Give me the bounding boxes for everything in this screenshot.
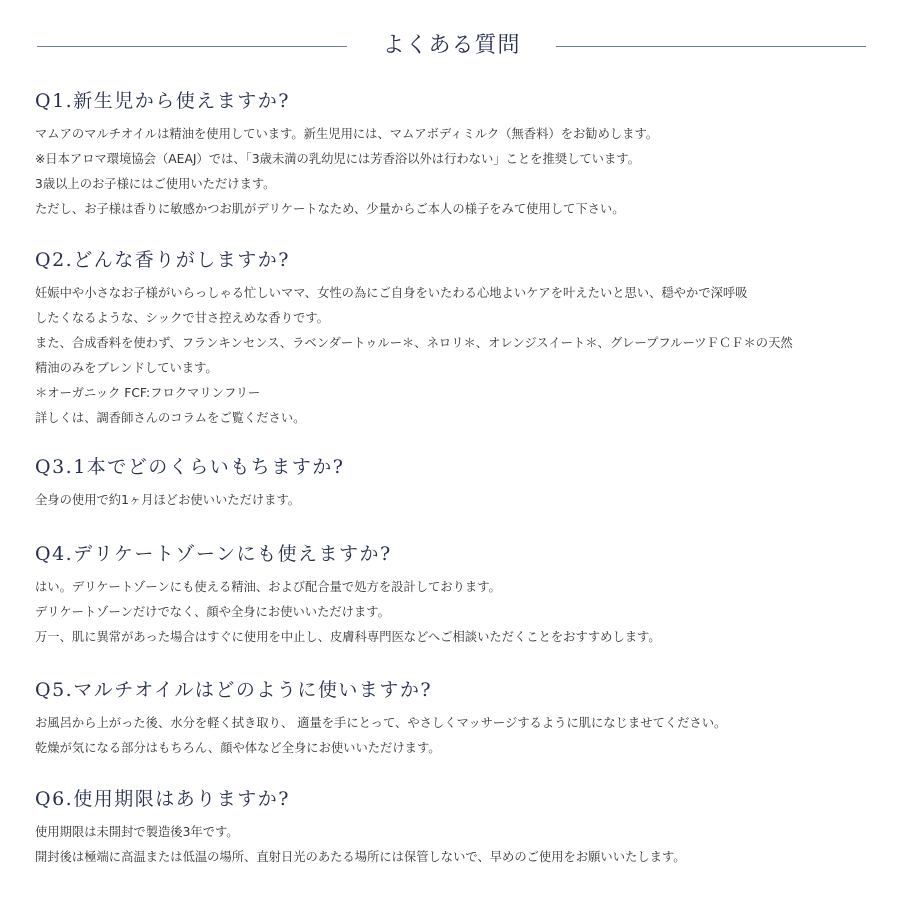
faq-question: Q3.1本でどのくらいもちますか? <box>35 456 345 478</box>
faq-answer-line: 精油のみをブレンドしています。 <box>35 361 218 375</box>
faq-answer-line: 3歳以上のお子様にはご使用いただけます。 <box>35 177 276 191</box>
faq-question: Q4.デリケートゾーンにも使えますか? <box>35 543 392 565</box>
faq-item <box>35 454 875 513</box>
page-title: よくある質問 <box>382 33 521 58</box>
faq-answer-line: したくなるような、シックで甘さ控えめな香りです。 <box>35 311 329 325</box>
faq-answer-line: 妊娠中や小さなお子様がいらっしゃる忙しいママ、女性の為にご自身をいたわる心地よいケアを叶えたいと思い、穏やかで深呼吸 <box>35 286 748 300</box>
faq-header <box>37 30 866 62</box>
faq-answer-line: 全身の使用で約1ヶ月ほどお使いいただけます。 <box>35 493 301 507</box>
faq-answer-line: ＊オーガニック FCF:フロクマリンフリー <box>35 386 261 400</box>
faq-answer-line: また、合成香料を使わず、フランキンセンス、ラベンダートゥルー＊、ネロリ＊、オレンジスイート＊、グレープフルーツＦＣＦ＊の天然 <box>35 336 793 350</box>
faq-question: Q1.新生児から使えますか? <box>35 90 290 112</box>
faq-answer-line: ただし、お子様は香りに敏感かつお肌がデリケートなため、少量からご本人の様子をみて使用して下さい。 <box>35 202 625 216</box>
faq-answer-line: ※日本アロマ環境協会（AEAJ）では、「3歳未満の乳幼児には芳香浴以外は行わない」ことを推奨しています。 <box>35 152 640 166</box>
faq-question: Q6.使用期限はありますか? <box>35 788 290 810</box>
faq-answer-line: 万一、肌に異常があった場合はすぐに使用を中止し、皮膚科専門医などへご相談いただくことをおすすめします。 <box>35 630 661 644</box>
faq-answer-line: お風呂から上がった後、水分を軽く拭き取り、 適量を手にとって、やさしくマッサージするように肌になじませてください。 <box>35 716 727 730</box>
faq-answer-line: 詳しくは、調香師さんのコラムをご覧ください。 <box>35 411 306 425</box>
faq-answer-line: デリケートゾーンだけでなく、顔や全身にお使いいただけます。 <box>35 605 390 619</box>
faq-answer-line: マムアのマルチオイルは精油を使用しています。新生児用には、マムアボディミルク（無香料）をお勧めします。 <box>35 127 659 141</box>
faq-item <box>35 88 875 222</box>
faq-question: Q5.マルチオイルはどのように使いますか? <box>35 679 433 701</box>
faq-item <box>35 541 875 650</box>
faq-item <box>35 247 875 431</box>
divider-right <box>556 46 866 47</box>
faq-answer-line: 乾燥が気になる部分はもちろん、顔や体など全身にお使いいただけます。 <box>35 741 441 755</box>
faq-question: Q2.どんな香りがしますか? <box>35 249 290 271</box>
faq-answer-line: はい。デリケートゾーンにも使える精油、および配合量で処方を設計しております。 <box>35 580 501 594</box>
faq-item <box>35 677 875 761</box>
faq-answer-line: 開封後は極端に高温または低温の場所、直射日光のあたる場所には保管しないで、早めのご使用をお願いいたします。 <box>35 850 686 864</box>
faq-item <box>35 786 875 870</box>
faq-answer-line: 使用期限は未開封で製造後3年です。 <box>35 825 239 839</box>
